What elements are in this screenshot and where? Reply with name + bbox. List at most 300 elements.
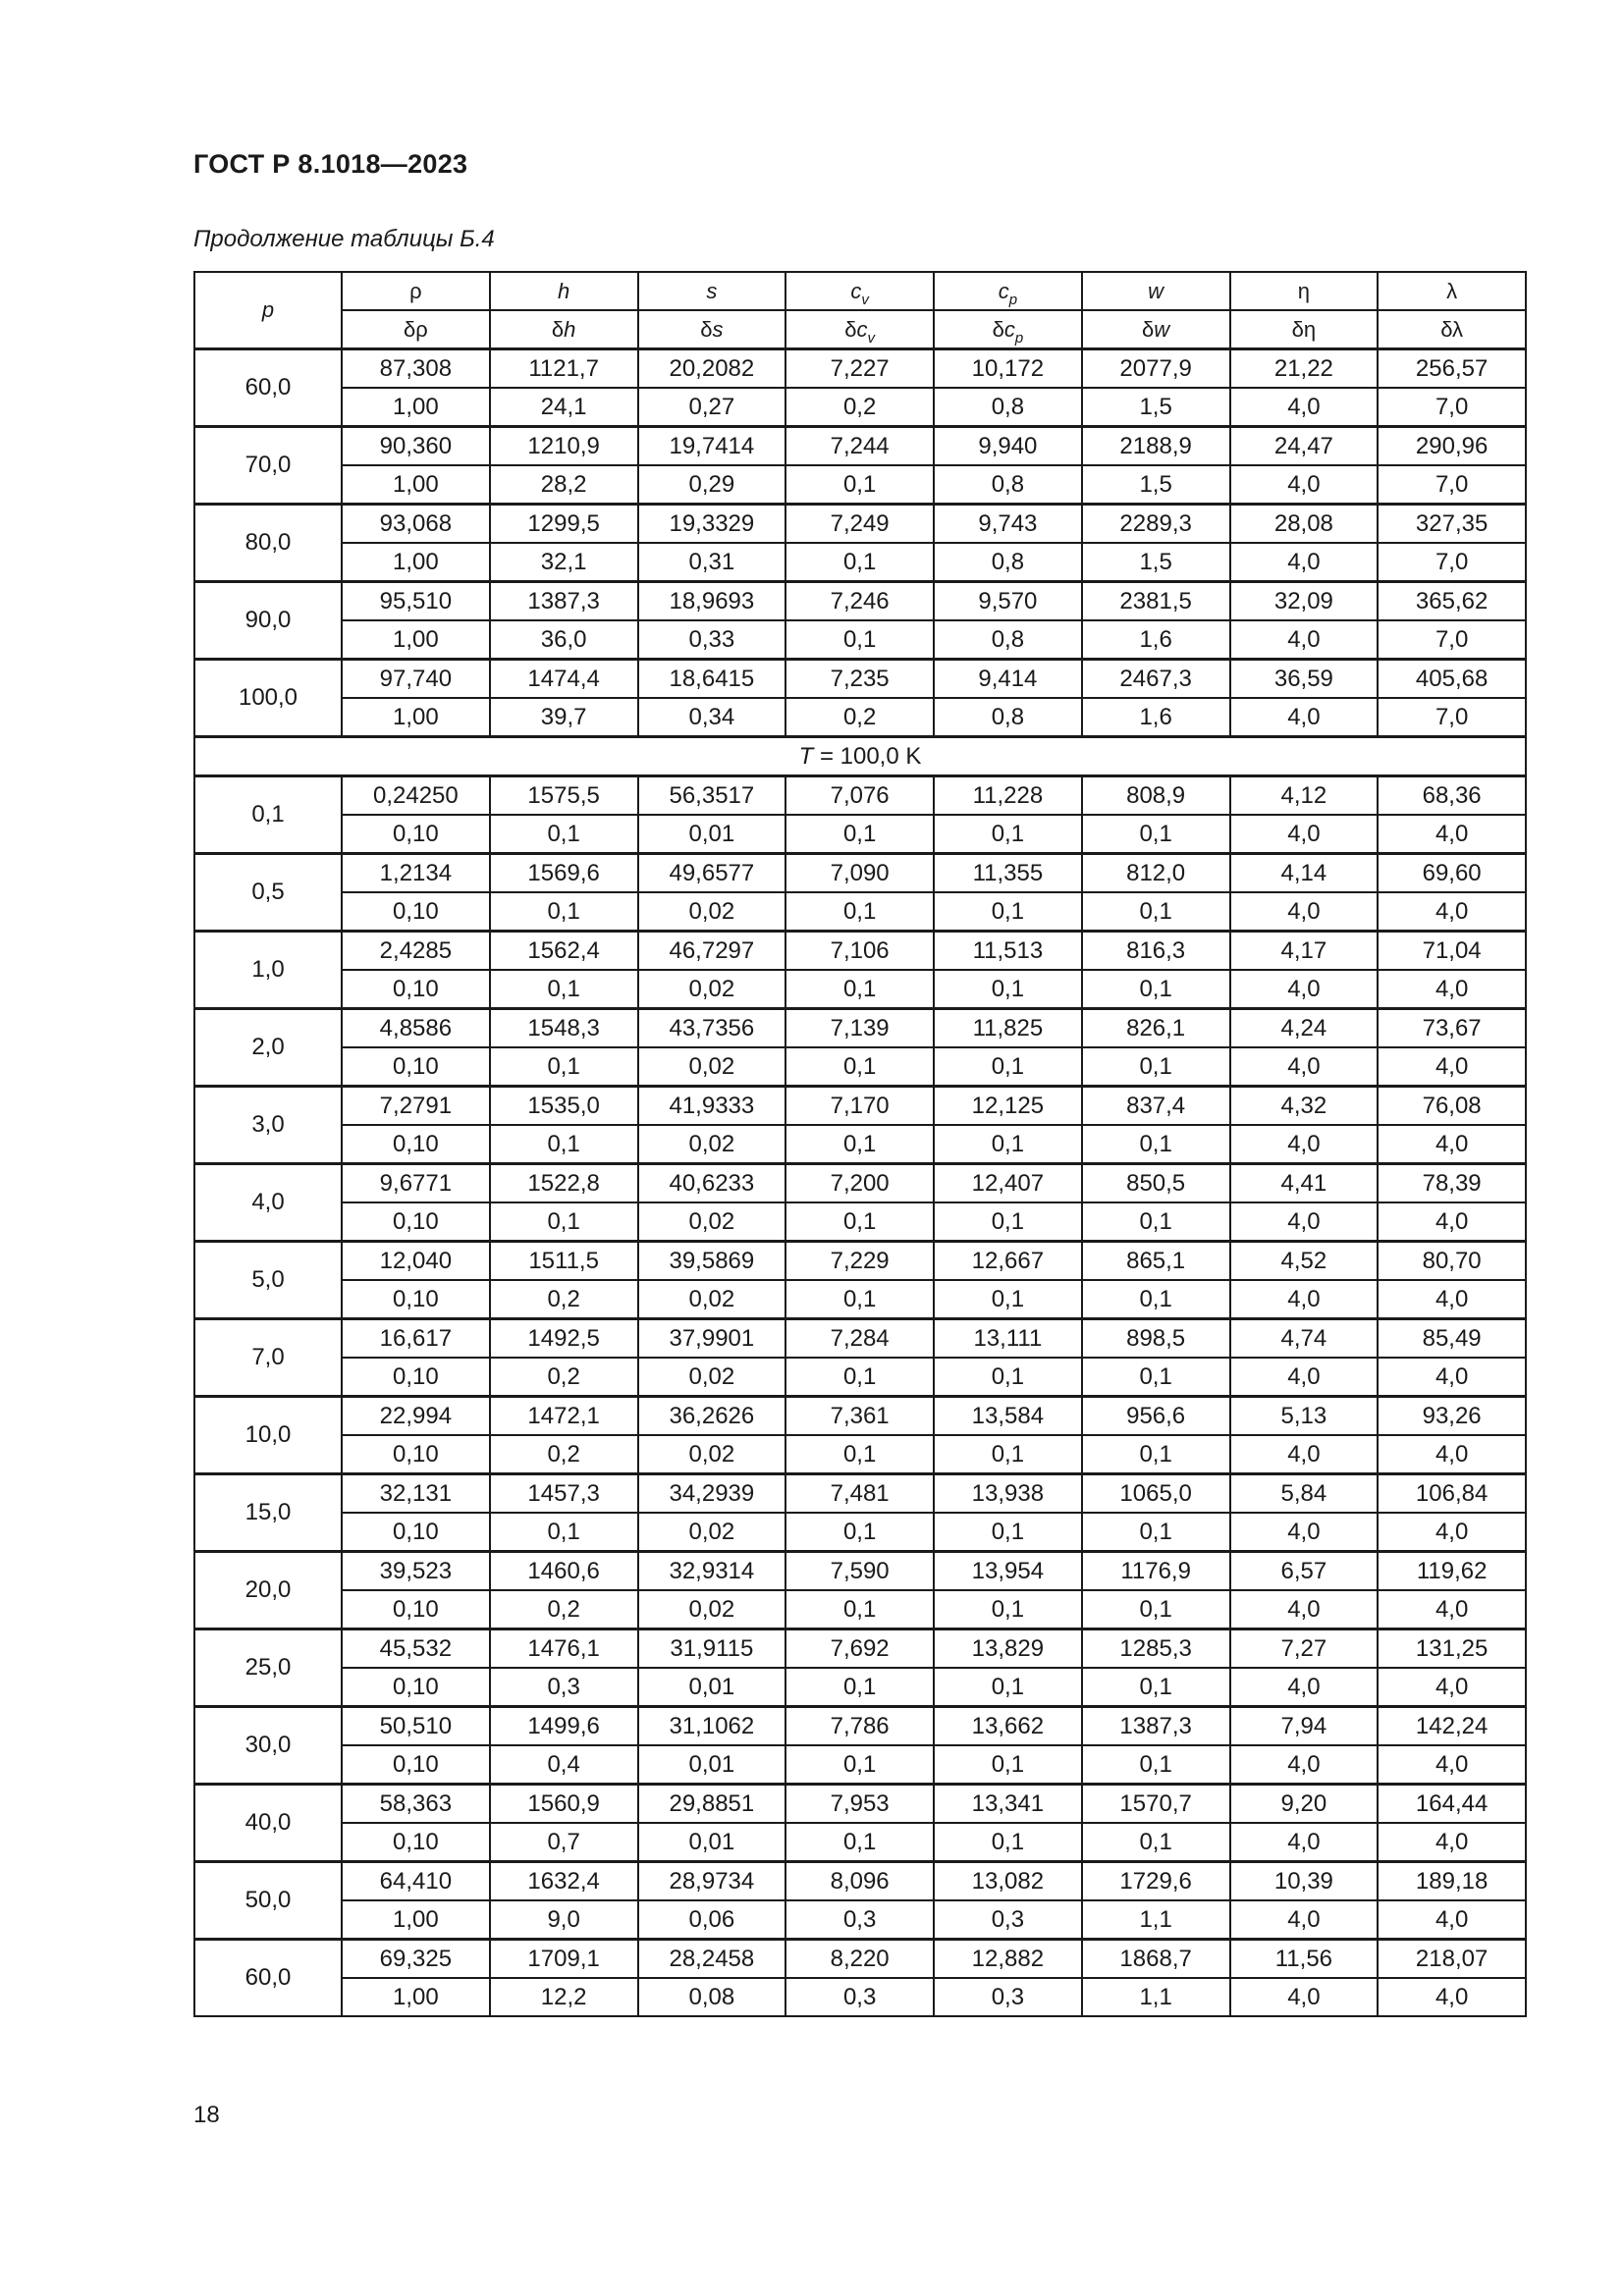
uncertainty-cell: 0,34	[638, 698, 786, 737]
uncertainty-cell: 0,31	[638, 543, 786, 582]
pressure-cell: 2,0	[194, 1009, 342, 1087]
pressure-cell: 60,0	[194, 349, 342, 427]
uncertainty-cell: 0,2	[785, 698, 934, 737]
value-cell: 18,6415	[638, 660, 786, 699]
value-cell: 365,62	[1378, 582, 1526, 621]
value-cell: 36,2626	[638, 1397, 786, 1436]
uncertainty-cell: 0,1	[1082, 1125, 1230, 1164]
value-cell: 45,532	[342, 1629, 490, 1669]
uncertainty-cell: 1,1	[1082, 1978, 1230, 2016]
uncertainty-cell: 0,1	[785, 1823, 934, 1862]
value-cell: 11,56	[1230, 1940, 1379, 1979]
uncertainty-prefix: δ	[992, 316, 1004, 342]
value-cell: 826,1	[1082, 1009, 1230, 1048]
uncertainty-subscript: v	[867, 329, 875, 347]
value-cell: 327,35	[1378, 505, 1526, 544]
table-caption: Продолжение таблицы Б.4	[193, 226, 495, 252]
uncertainty-cell: 7,0	[1378, 620, 1526, 660]
value-cell: 50,510	[342, 1707, 490, 1746]
uncertainty-cell: 39,7	[490, 698, 638, 737]
value-cell: 40,6233	[638, 1164, 786, 1203]
uncertainty-row	[194, 1745, 1526, 1785]
uncertainty-cell: 0,2	[490, 1435, 638, 1474]
value-cell: 1460,6	[490, 1552, 638, 1591]
value-cell: 93,068	[342, 505, 490, 544]
value-cell: 7,2791	[342, 1087, 490, 1126]
value-cell: 1522,8	[490, 1164, 638, 1203]
pressure-cell: 10,0	[194, 1397, 342, 1474]
uncertainty-row	[194, 620, 1526, 660]
uncertainty-cell: 4,0	[1378, 1823, 1526, 1862]
uncertainty-cell: 0,1	[490, 970, 638, 1009]
value-cell: 9,940	[934, 427, 1082, 466]
pressure-cell: 1,0	[194, 932, 342, 1009]
table-row	[194, 1397, 1526, 1436]
uncertainty-cell: 1,00	[342, 698, 490, 737]
value-cell: 142,24	[1378, 1707, 1526, 1746]
value-cell: 29,8851	[638, 1785, 786, 1824]
uncertainty-cell: 9,0	[490, 1900, 638, 1940]
uncertainty-cell: 4,0	[1230, 970, 1379, 1009]
value-cell: 13,829	[934, 1629, 1082, 1669]
value-cell: 34,2939	[638, 1474, 786, 1514]
uncertainty-cell: 4,0	[1378, 1280, 1526, 1319]
value-cell: 37,9901	[638, 1319, 786, 1359]
uncertainty-cell: 1,00	[342, 465, 490, 505]
uncertainty-cell: 4,0	[1230, 1668, 1379, 1707]
table-row	[194, 1862, 1526, 1901]
uncertainty-cell: 1,1	[1082, 1900, 1230, 1940]
uncertainty-cell: 0,10	[342, 815, 490, 854]
uncertainty-row	[194, 1978, 1526, 2016]
table-row	[194, 1009, 1526, 1048]
value-cell: 2188,9	[1082, 427, 1230, 466]
uncertainty-cell: 0,1	[1082, 1590, 1230, 1629]
uncertainty-cell: 0,1	[1082, 892, 1230, 932]
uncertainty-cell: 4,0	[1378, 1202, 1526, 1242]
uncertainty-cell: 0,02	[638, 970, 786, 1009]
uncertainty-cell: 0,1	[785, 815, 934, 854]
value-cell: 850,5	[1082, 1164, 1230, 1203]
uncertainty-cell: 4,0	[1378, 1745, 1526, 1785]
value-cell: 95,510	[342, 582, 490, 621]
value-cell: 64,410	[342, 1862, 490, 1901]
value-cell: 119,62	[1378, 1552, 1526, 1591]
uncertainty-cell: 4,0	[1378, 815, 1526, 854]
uncertainty-cell: 4,0	[1230, 1900, 1379, 1940]
value-cell: 4,41	[1230, 1164, 1379, 1203]
uncertainty-cell: 4,0	[1230, 1435, 1379, 1474]
uncertainty-cell: 0,01	[638, 1823, 786, 1862]
value-cell: 49,6577	[638, 854, 786, 893]
value-cell: 9,414	[934, 660, 1082, 699]
uncertainty-cell: 0,1	[1082, 1202, 1230, 1242]
value-cell: 7,076	[785, 776, 934, 816]
uncertainty-cell: 0,1	[934, 1668, 1082, 1707]
value-cell: 46,7297	[638, 932, 786, 971]
uncertainty-cell: 1,00	[342, 543, 490, 582]
uncertainty-cell: 0,10	[342, 1745, 490, 1785]
value-cell: 43,7356	[638, 1009, 786, 1048]
uncertainty-cell: 0,01	[638, 1668, 786, 1707]
uncertainty-cell: 36,0	[490, 620, 638, 660]
value-cell: 8,096	[785, 1862, 934, 1901]
value-cell: 7,090	[785, 854, 934, 893]
pressure-cell: 90,0	[194, 582, 342, 660]
value-cell: 8,220	[785, 1940, 934, 1979]
table-row	[194, 1474, 1526, 1514]
uncertainty-cell: 7,0	[1378, 388, 1526, 427]
value-cell: 7,27	[1230, 1629, 1379, 1669]
uncertainty-cell: 0,29	[638, 465, 786, 505]
uncertainty-cell: 0,1	[1082, 1668, 1230, 1707]
value-cell: 13,954	[934, 1552, 1082, 1591]
uncertainty-prefix: δη	[1291, 316, 1317, 342]
uncertainty-cell: 0,2	[785, 388, 934, 427]
uncertainty-row	[194, 698, 1526, 737]
uncertainty-cell: 4,0	[1378, 1978, 1526, 2016]
value-cell: 28,08	[1230, 505, 1379, 544]
uncertainty-cell: 7,0	[1378, 698, 1526, 737]
uncertainty-cell: 4,0	[1230, 1590, 1379, 1629]
uncertainty-cell: 0,1	[934, 1202, 1082, 1242]
value-cell: 13,662	[934, 1707, 1082, 1746]
value-cell: 11,825	[934, 1009, 1082, 1048]
symbol-text: h	[558, 278, 570, 303]
uncertainty-cell: 0,1	[1082, 1513, 1230, 1552]
uncertainty-cell: 0,1	[490, 1202, 638, 1242]
uncertainty-cell: 0,1	[490, 892, 638, 932]
uncertainty-cell: 0,1	[490, 1125, 638, 1164]
value-cell: 7,139	[785, 1009, 934, 1048]
uncertainty-cell: 1,6	[1082, 698, 1230, 737]
uncertainty-cell: 0,1	[934, 1280, 1082, 1319]
pressure-cell: 100,0	[194, 660, 342, 737]
uncertainty-row	[194, 892, 1526, 932]
uncertainty-row	[194, 1280, 1526, 1319]
symbol-text: c	[998, 278, 1009, 303]
uncertainty-cell: 4,0	[1230, 1745, 1379, 1785]
table-row	[194, 1552, 1526, 1591]
uncertainty-cell: 4,0	[1378, 1435, 1526, 1474]
uncertainty-cell: 0,1	[934, 1590, 1082, 1629]
value-cell: 19,3329	[638, 505, 786, 544]
value-cell: 837,4	[1082, 1087, 1230, 1126]
value-cell: 1729,6	[1082, 1862, 1230, 1901]
uncertainty-cell: 0,3	[934, 1978, 1082, 2016]
value-cell: 1065,0	[1082, 1474, 1230, 1514]
uncertainty-cell: 4,0	[1378, 1047, 1526, 1087]
uncertainty-cell: 0,10	[342, 1202, 490, 1242]
value-cell: 13,584	[934, 1397, 1082, 1436]
value-cell: 1492,5	[490, 1319, 638, 1359]
pressure-cell: 7,0	[194, 1319, 342, 1397]
table-row	[194, 349, 1526, 389]
uncertainty-cell: 0,8	[934, 388, 1082, 427]
uncertainty-cell: 12,2	[490, 1978, 638, 2016]
value-cell: 7,246	[785, 582, 934, 621]
value-cell: 9,743	[934, 505, 1082, 544]
value-cell: 7,284	[785, 1319, 934, 1359]
uncertainty-cell: 0,02	[638, 1280, 786, 1319]
uncertainty-row	[194, 1900, 1526, 1940]
value-cell: 76,08	[1378, 1087, 1526, 1126]
document-code: ГОСТ Р 8.1018—2023	[193, 149, 468, 179]
value-cell: 1709,1	[490, 1940, 638, 1979]
uncertainty-cell: 0,2	[490, 1280, 638, 1319]
value-cell: 812,0	[1082, 854, 1230, 893]
value-cell: 4,14	[1230, 854, 1379, 893]
value-cell: 71,04	[1378, 932, 1526, 971]
table-row	[194, 1164, 1526, 1203]
uncertainty-cell: 0,1	[785, 1590, 934, 1629]
uncertainty-cell: 0,10	[342, 1435, 490, 1474]
value-cell: 7,361	[785, 1397, 934, 1436]
pressure-cell: 20,0	[194, 1552, 342, 1629]
value-cell: 1285,3	[1082, 1629, 1230, 1669]
value-cell: 24,47	[1230, 427, 1379, 466]
uncertainty-cell: 0,02	[638, 892, 786, 932]
uncertainty-cell: 0,1	[785, 1668, 934, 1707]
value-cell: 7,200	[785, 1164, 934, 1203]
header-pressure: p	[194, 272, 342, 349]
uncertainty-cell: 24,1	[490, 388, 638, 427]
section-label	[194, 737, 1526, 776]
symbol-text: w	[1148, 278, 1164, 303]
value-cell: 12,407	[934, 1164, 1082, 1203]
table-row	[194, 1707, 1526, 1746]
uncertainty-cell: 4,0	[1378, 1358, 1526, 1397]
uncertainty-cell: 0,1	[934, 1745, 1082, 1785]
value-cell: 1176,9	[1082, 1552, 1230, 1591]
uncertainty-cell: 4,0	[1230, 698, 1379, 737]
value-cell: 58,363	[342, 1785, 490, 1824]
value-cell: 106,84	[1378, 1474, 1526, 1514]
uncertainty-cell: 1,00	[342, 388, 490, 427]
uncertainty-cell: 0,27	[638, 388, 786, 427]
table-header	[194, 272, 1526, 349]
value-cell: 87,308	[342, 349, 490, 389]
uncertainty-cell: 0,2	[490, 1358, 638, 1397]
pressure-cell: 15,0	[194, 1474, 342, 1552]
header-symbol	[1378, 272, 1526, 310]
uncertainty-cell: 0,10	[342, 1823, 490, 1862]
uncertainty-row	[194, 1823, 1526, 1862]
table-row	[194, 1087, 1526, 1126]
value-cell: 7,227	[785, 349, 934, 389]
value-cell: 12,040	[342, 1242, 490, 1281]
value-cell: 12,882	[934, 1940, 1082, 1979]
uncertainty-symbol: s	[712, 316, 724, 342]
value-cell: 31,9115	[638, 1629, 786, 1669]
uncertainty-cell: 0,8	[934, 465, 1082, 505]
value-cell: 20,2082	[638, 349, 786, 389]
uncertainty-cell: 0,1	[1082, 1047, 1230, 1087]
table-row	[194, 1242, 1526, 1281]
uncertainty-cell: 4,0	[1230, 1047, 1379, 1087]
uncertainty-cell: 4,0	[1378, 1513, 1526, 1552]
value-cell: 31,1062	[638, 1707, 786, 1746]
value-cell: 290,96	[1378, 427, 1526, 466]
uncertainty-prefix: δ	[700, 316, 713, 342]
uncertainty-cell: 0,3	[785, 1978, 934, 2016]
uncertainty-cell: 0,1	[1082, 1358, 1230, 1397]
header-uncertainty	[490, 310, 638, 349]
value-cell: 7,692	[785, 1629, 934, 1669]
uncertainty-cell: 0,1	[1082, 1823, 1230, 1862]
uncertainty-cell: 32,1	[490, 543, 638, 582]
value-cell: 1387,3	[1082, 1707, 1230, 1746]
value-cell: 2289,3	[1082, 505, 1230, 544]
uncertainty-cell: 0,1	[785, 1047, 934, 1087]
value-cell: 4,24	[1230, 1009, 1379, 1048]
uncertainty-cell: 0,10	[342, 892, 490, 932]
uncertainty-cell: 0,1	[934, 1047, 1082, 1087]
pressure-cell: 50,0	[194, 1862, 342, 1940]
uncertainty-cell: 0,10	[342, 1513, 490, 1552]
value-cell: 1210,9	[490, 427, 638, 466]
uncertainty-cell: 0,1	[934, 1513, 1082, 1552]
value-cell: 39,523	[342, 1552, 490, 1591]
uncertainty-symbol: c	[856, 316, 868, 342]
table-row	[194, 582, 1526, 621]
uncertainty-cell: 0,7	[490, 1823, 638, 1862]
header-row-uncertainties	[194, 310, 1526, 349]
uncertainty-cell: 4,0	[1378, 1668, 1526, 1707]
header-symbol	[342, 272, 490, 310]
uncertainty-cell: 0,10	[342, 1590, 490, 1629]
value-cell: 39,5869	[638, 1242, 786, 1281]
value-cell: 2077,9	[1082, 349, 1230, 389]
uncertainty-row	[194, 1590, 1526, 1629]
value-cell: 93,26	[1378, 1397, 1526, 1436]
uncertainty-cell: 0,1	[934, 1435, 1082, 1474]
uncertainty-symbol: c	[1003, 316, 1015, 342]
uncertainty-cell: 0,2	[490, 1590, 638, 1629]
header-uncertainty	[934, 310, 1082, 349]
value-cell: 1575,5	[490, 776, 638, 816]
section-value: = 100,0 K	[813, 742, 922, 770]
uncertainty-cell: 0,02	[638, 1358, 786, 1397]
value-cell: 32,09	[1230, 582, 1379, 621]
uncertainty-cell: 0,1	[785, 1280, 934, 1319]
page-number: 18	[193, 2102, 220, 2128]
uncertainty-cell: 0,3	[490, 1668, 638, 1707]
value-cell: 68,36	[1378, 776, 1526, 816]
value-cell: 218,07	[1378, 1940, 1526, 1979]
uncertainty-cell: 0,1	[934, 1125, 1082, 1164]
value-cell: 7,229	[785, 1242, 934, 1281]
pressure-cell: 3,0	[194, 1087, 342, 1164]
uncertainty-cell: 0,10	[342, 1358, 490, 1397]
table-row	[194, 660, 1526, 699]
uncertainty-cell: 0,1	[785, 1745, 934, 1785]
value-cell: 1562,4	[490, 932, 638, 971]
uncertainty-prefix: δ	[551, 316, 565, 342]
uncertainty-cell: 0,10	[342, 1125, 490, 1164]
uncertainty-symbol: h	[564, 316, 576, 342]
value-cell: 1868,7	[1082, 1940, 1230, 1979]
pressure-cell: 80,0	[194, 505, 342, 582]
uncertainty-row	[194, 465, 1526, 505]
uncertainty-cell: 0,02	[638, 1435, 786, 1474]
header-uncertainty	[1378, 310, 1526, 349]
value-cell: 808,9	[1082, 776, 1230, 816]
uncertainty-cell: 0,1	[785, 620, 934, 660]
uncertainty-prefix: δ	[1142, 316, 1155, 342]
uncertainty-cell: 0,01	[638, 1745, 786, 1785]
header-uncertainty	[1230, 310, 1379, 349]
header-symbol	[1082, 272, 1230, 310]
uncertainty-cell: 4,0	[1230, 892, 1379, 932]
uncertainty-prefix: δλ	[1440, 316, 1464, 342]
uncertainty-cell: 0,06	[638, 1900, 786, 1940]
uncertainty-cell: 0,1	[785, 892, 934, 932]
header-symbol	[490, 272, 638, 310]
uncertainty-cell: 28,2	[490, 465, 638, 505]
uncertainty-cell: 4,0	[1230, 1280, 1379, 1319]
value-cell: 7,244	[785, 427, 934, 466]
table-body	[194, 349, 1526, 2017]
uncertainty-cell: 4,0	[1230, 1358, 1379, 1397]
value-cell: 2467,3	[1082, 660, 1230, 699]
value-cell: 7,106	[785, 932, 934, 971]
value-cell: 1570,7	[1082, 1785, 1230, 1824]
uncertainty-cell: 0,1	[1082, 815, 1230, 854]
table-row	[194, 776, 1526, 816]
value-cell: 69,60	[1378, 854, 1526, 893]
uncertainty-cell: 0,1	[1082, 1745, 1230, 1785]
uncertainty-cell: 0,3	[934, 1900, 1082, 1940]
pressure-cell: 5,0	[194, 1242, 342, 1319]
symbol-text: s	[706, 278, 718, 303]
value-cell: 1535,0	[490, 1087, 638, 1126]
value-cell: 9,20	[1230, 1785, 1379, 1824]
pressure-cell: 40,0	[194, 1785, 342, 1862]
uncertainty-cell: 4,0	[1230, 388, 1379, 427]
value-cell: 11,355	[934, 854, 1082, 893]
symbol-text: η	[1297, 278, 1310, 303]
uncertainty-cell: 4,0	[1378, 1590, 1526, 1629]
uncertainty-cell: 0,1	[1082, 970, 1230, 1009]
value-cell: 1474,4	[490, 660, 638, 699]
value-cell: 19,7414	[638, 427, 786, 466]
value-cell: 4,12	[1230, 776, 1379, 816]
value-cell: 21,22	[1230, 349, 1379, 389]
uncertainty-cell: 0,1	[1082, 1435, 1230, 1474]
value-cell: 4,32	[1230, 1087, 1379, 1126]
uncertainty-cell: 1,6	[1082, 620, 1230, 660]
uncertainty-subscript: p	[1014, 329, 1024, 347]
uncertainty-cell: 0,1	[785, 1358, 934, 1397]
header-uncertainty	[1082, 310, 1230, 349]
value-cell: 164,44	[1378, 1785, 1526, 1824]
header-symbol	[638, 272, 786, 310]
uncertainty-cell: 0,3	[785, 1900, 934, 1940]
value-cell: 7,235	[785, 660, 934, 699]
value-cell: 9,6771	[342, 1164, 490, 1203]
value-cell: 405,68	[1378, 660, 1526, 699]
uncertainty-cell: 0,02	[638, 1202, 786, 1242]
value-cell: 1299,5	[490, 505, 638, 544]
uncertainty-cell: 0,01	[638, 815, 786, 854]
uncertainty-cell: 1,5	[1082, 388, 1230, 427]
uncertainty-cell: 0,02	[638, 1513, 786, 1552]
symbol-text: ρ	[409, 278, 422, 303]
uncertainty-cell: 4,0	[1230, 1978, 1379, 2016]
value-cell: 69,325	[342, 1940, 490, 1979]
value-cell: 7,481	[785, 1474, 934, 1514]
